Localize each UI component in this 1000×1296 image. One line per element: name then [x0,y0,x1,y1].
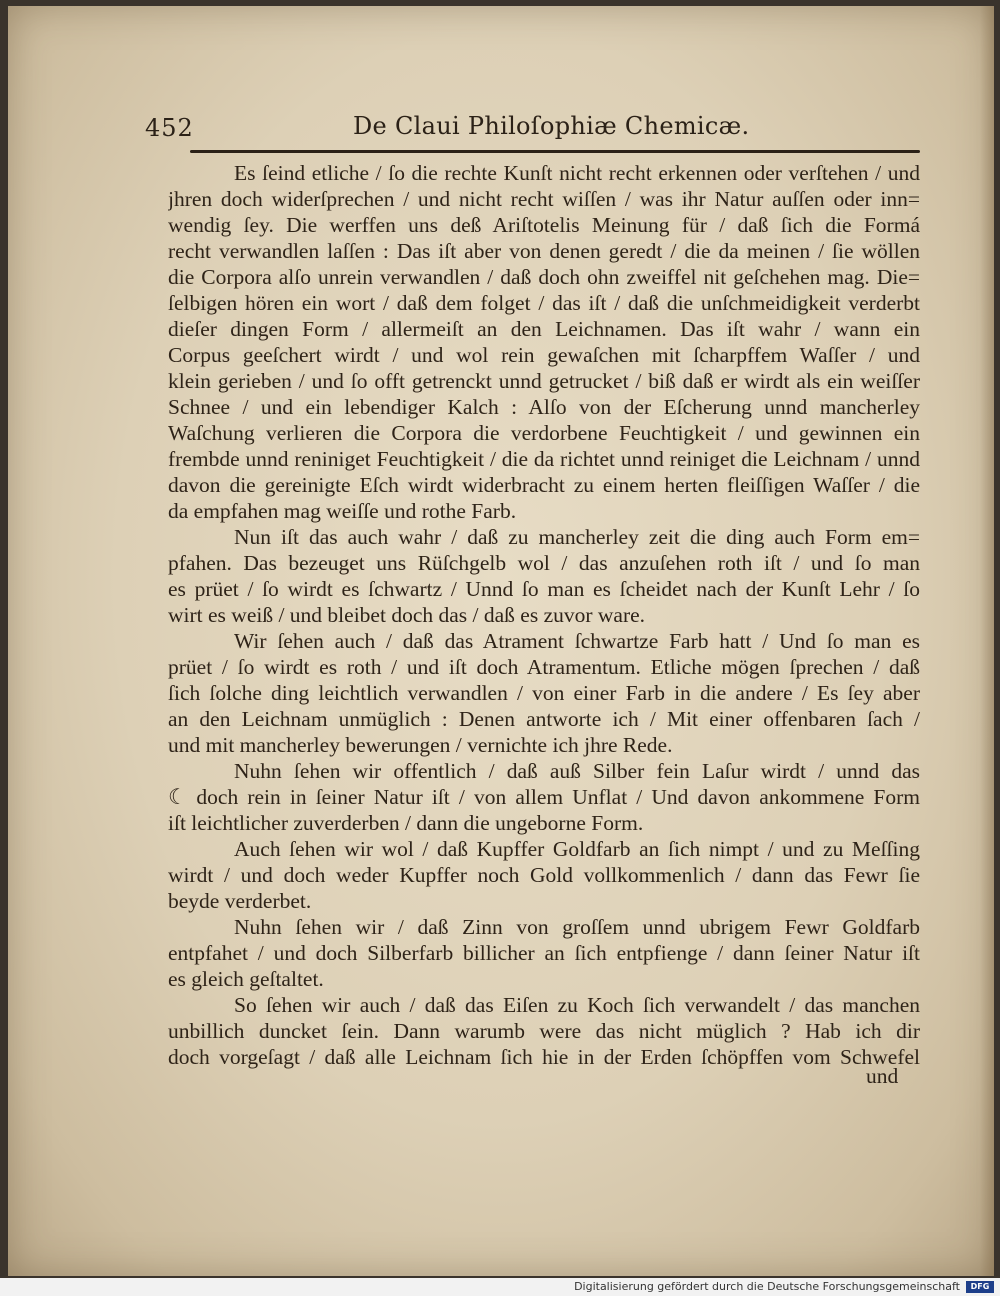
text-line: Nun iſt das auch wahr / daß zu mancherley zeit die ding auch Form em= [234,525,920,549]
text-line: So ſehen wir auch / daß das Eiſen zu Koch ſich verwandelt / das manchen [234,993,920,1017]
text-line: Wir ſehen auch / daß das Atrament ſchwartze Farb hatt / Und ſo man es [234,629,920,653]
text-line: es prüet / ſo wirdt es ſchwartz / Unnd ſo man es ſcheidet nach der Kunſt Lehr / ſo [168,577,920,601]
text-line: die Corpora alſo unrein verwandlen / daß doch ohn zweiffel nit geſchehen mag. Die= [168,265,920,289]
funding-credit: Digitalisierung gefördert durch die Deutsche Forschungsgemeinschaft [574,1280,960,1293]
text-line: Corpus geeſchert wirdt / und wol rein gewaſchen mit ſcharpffem Waſſer / und [168,343,920,367]
text-line: Nuhn ſehen wir / daß Zinn von groſſem unnd ubrigem Fewr Goldfarb [234,915,920,939]
header-rule [190,150,920,153]
text-line: doch vorgeſagt / daß alle Leichnam ſich hie in der Erden ſchöpffen vom Schwefel [168,1045,920,1069]
running-head [145,112,915,146]
page-edge-shadow [980,6,994,1276]
text-line: wendig ſey. Die werffen uns deß Ariſtotelis Meinung für / daß ſich die Formá [168,213,920,237]
text-line: wirdt / und doch weder Kupffer noch Gold vollkommenlich / dann das Fewr ſie [168,863,920,887]
text-line: Es ſeind etliche / ſo die rechte Kunſt nicht recht erkennen oder verſtehen / und [234,161,920,185]
text-line: es gleich geſtaltet. [168,967,324,991]
text-line: Waſchung verlieren die Corpora die verdorbene Feuchtigkeit / und gewinnen ein [168,421,920,445]
text-line: frembde unnd reniniget Feuchtigkeit / die da richtet unnd reiniget die Leichnam / unnd [168,447,920,471]
text-line: an den Leichnam unmüglich : Denen antworte ich / Mit einer offenbaren ſach / [168,707,920,731]
text-line: recht verwandlen laſſen : Das iſt aber von denen geredt / die da meinen / ſie wöllen [168,239,920,263]
text-line: unbillich duncket ſein. Dann warumb were das nicht müglich ? Hab ich dir [168,1019,920,1043]
text-line: Schnee / und ein lebendiger Kalch : Alſo von der Eſcherung unnd mancherley [168,395,920,419]
text-line: prüet / ſo wirdt es roth / und iſt doch Atramentum. Etliche mögen ſprechen / daß [168,655,920,679]
page-number: 452 [145,114,194,142]
text-line: ſelbigen hören ein wort / daß dem folget / das iſt / daß die unſchmeidigkeit verderbt [168,291,920,315]
text-line: entpfahet / und doch Silberfarb billicher an ſich entpfienge / dann ſeiner Natur iſt [168,941,920,965]
text-line: da empfahen mag weiſſe und rothe Farb. [168,499,517,523]
text-line: ☾ doch rein in ſeiner Natur iſt / von allem Unflat / Und davon ankommene Form [168,785,920,809]
text-line: Nuhn ſehen wir offentlich / daß auß Silber fein Laſur wirdt / unnd das [234,759,920,783]
text-line: dieſer dingen Form / allermeiſt an den Leichnamen. Das iſt wahr / wann ein [168,317,920,341]
text-line: Auch ſehen wir wol / daß Kupffer Goldfarb an ſich nimpt / und zu Meſſing [234,837,920,861]
catchword: und [866,1064,899,1088]
text-line: jhren doch widerſprechen / und nicht recht wiſſen / was ihr Natur auſſen oder inn= [168,187,920,211]
text-line: wirt es weiß / und bleibet doch das / daß es zuvor ware. [168,603,646,627]
text-line: und mit mancherley bewerungen / vernichte ich jhre Rede. [168,733,673,757]
body-text [168,160,920,1070]
dfg-logo: DFG [966,1281,994,1293]
text-line: pfahen. Das bezeuget uns Rüſchgelb wol / das anzuſehen roth iſt / und ſo man [168,551,920,575]
text-line: ſich ſolche ding leichtlich verwandlen / von einer Farb in die andere / Es ſey aber [168,681,920,705]
footer-bar [0,1278,1000,1296]
page-title: De Claui Philoſophiæ Chemicæ. [353,112,750,140]
text-line: beyde verderbet. [168,889,312,913]
text-line: davon die gereinigte Eſch wirdt widerbracht zu einem herten fleiſſigen Waſſer / die [168,473,920,497]
text-line: iſt leichtlicher zuverderben / dann die ungeborne Form. [168,811,644,835]
text-line: klein gerieben / und ſo offt getrenckt unnd getrucket / biß daß er wirdt als ein weiſſer [168,369,920,393]
